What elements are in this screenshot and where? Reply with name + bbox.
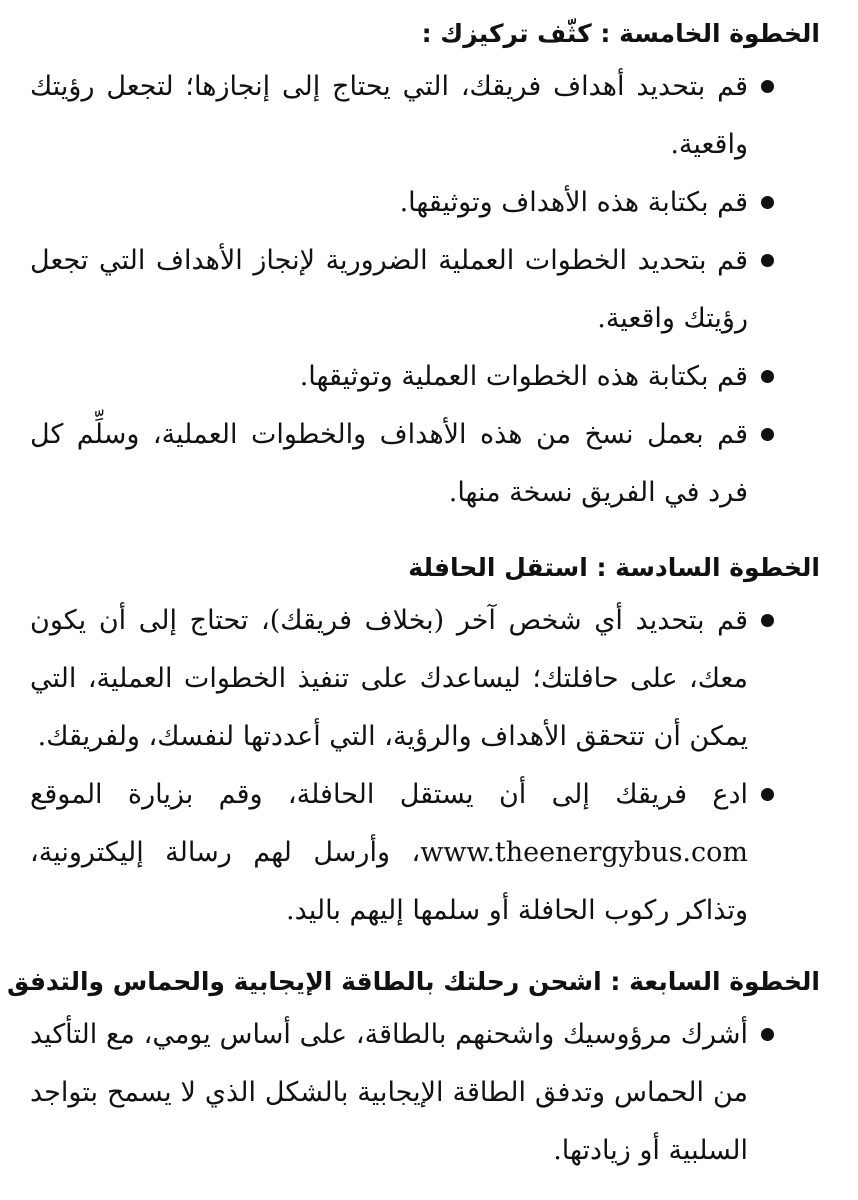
list-item-text: أشرك مرؤوسيك واشحنهم بالطاقة، على أساس يومي، مع التأكيد من الحماس وتدفق الطاقة الإيجابية بالشكل الذي لا يسمح بتواجد السلبية أو زيادتها.: [30, 1019, 748, 1166]
list-item-text: ، وأرسل لهم رسالة إليكترونية، وتذاكر ركوب الحافلة أو سلمها إليهم باليد.: [30, 837, 748, 926]
section-step-5: [30, 14, 820, 522]
section-step-6: [30, 548, 820, 940]
section-heading: الخطوة السادسة : استقل الحافلة: [408, 553, 820, 582]
list-item: [30, 592, 820, 766]
list-item-text: ادع فريقك إلى أن يستقل الحافلة، وقم بزيارة الموقع: [30, 779, 748, 810]
bullet-icon: [761, 428, 774, 441]
list-item: [30, 348, 820, 406]
section-heading: الخطوة السابعة : اشحن رحلتك بالطاقة الإيجابية والحماس والتدفق: [7, 967, 820, 996]
section-step-7: [7, 962, 820, 1180]
list-item-text: قم بكتابة هذه الأهداف وتوثيقها.: [399, 187, 748, 218]
list-item: [30, 174, 820, 232]
list-item-text: قم بتحديد الخطوات العملية الضرورية لإنجاز الأهداف التي تجعل رؤيتك واقعية.: [30, 245, 748, 334]
list-item-text: قم بكتابة هذه الخطوات العملية وتوثيقها.: [299, 361, 748, 392]
list-item: [30, 58, 820, 174]
list-item-text: قم بتحديد أهداف فريقك، التي يحتاج إلى إنجازها؛ لتجعل رؤيتك واقعية.: [30, 71, 748, 160]
section-heading: الخطوة الخامسة : كثّف تركيزك :: [421, 19, 820, 48]
bullet-list: [30, 58, 820, 522]
list-item: [30, 232, 820, 348]
bullet-icon: [761, 370, 774, 383]
list-item-text: قم بعمل نسخ من هذه الأهداف والخطوات العملية، وسلِّم كل فرد في الفريق نسخة منها.: [30, 419, 748, 508]
bullet-list: [30, 592, 820, 940]
list-item-text: قم بتحديد أي شخص آخر (بخلاف فريقك)، تحتاج إلى أن يكون معك، على حافلتك؛ ليساعدك على تنفيذ الخطوات العملية، التي يمكن أن تتحقق الأهداف والرؤية، التي أعددتها لنفسك، ولفريقك.: [30, 605, 748, 752]
website-url: www.theenergybus.com: [420, 837, 748, 868]
bullet-icon: [761, 80, 774, 93]
list-item: [30, 1006, 820, 1180]
bullet-icon: [761, 1028, 774, 1041]
bullet-icon: [761, 254, 774, 267]
bullet-icon: [761, 614, 774, 627]
bullet-icon: [761, 196, 774, 209]
bullet-list: [30, 1006, 820, 1180]
list-item: [30, 406, 820, 522]
bullet-icon: [761, 788, 774, 801]
list-item: [30, 766, 820, 940]
